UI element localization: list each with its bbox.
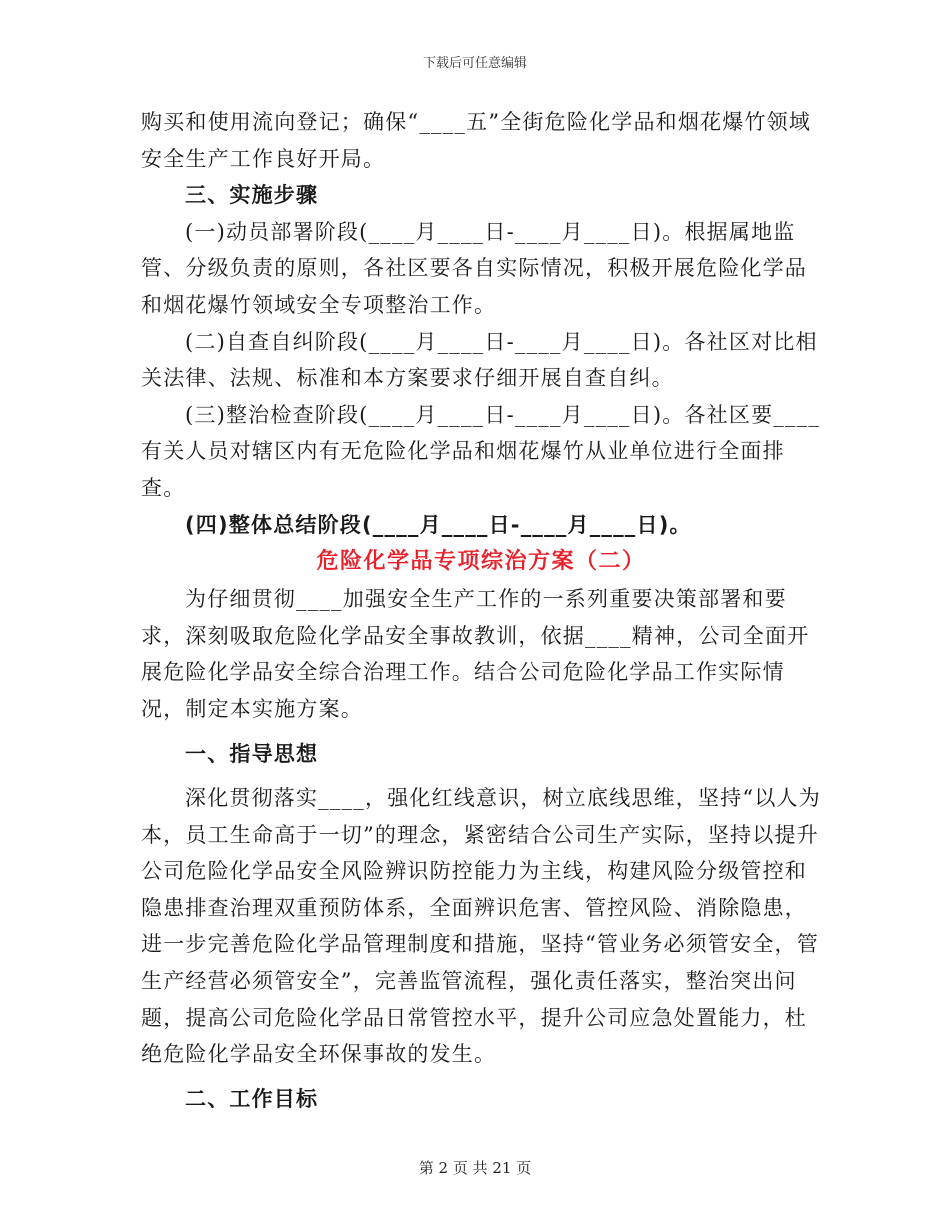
- step-three: (三)整治检查阶段(____月____日-____月____日)。各社区要____有关人员对辖区内有无危险化学品和烟花爆竹从业单位进行全面排查。: [141, 402, 821, 500]
- page-footer: 第 2 页 共 21 页: [418, 1159, 532, 1177]
- step-one: (一)动员部署阶段(____月____日-____月____日)。根据属地监管、分级负责的原则，各社区要各自实际情况，积极开展危险化学品和烟花爆竹领域安全专项整治工作。: [141, 219, 807, 317]
- heading-guiding-ideology: 一、指导思想: [185, 741, 319, 766]
- heading-implementation-steps: 三、实施步骤: [185, 183, 319, 208]
- step-four: (四)整体总结阶段(____月____日-____月____日)。: [185, 512, 692, 537]
- document-body: [141, 104, 821, 1117]
- guiding-ideology-paragraph: 深化贯彻落实____，强化红线意识，树立底线思维，坚持“以人为本，员工生命高于一切”的理念，紧密结合公司生产实际，坚持以提升公司危险化学品安全风险辨识防控能力为主线，构建风险分级管控和隐患排查治理双重预防体系，全面辨识危害、管控风险、消除隐患，进一步完善危险化学品管理制度和措施，坚持“管业务必须管安全，管生产经营必须管安全”，完善监管流程，强化责任落实，整治突出问题，提高公司危险化学品日常管控水平，提升公司应急处置能力，杜绝危险化学品安全环保事故的发生。: [141, 786, 821, 1067]
- step-two: (二)自查自纠阶段(____月____日-____月____日)。各社区对比相关法律、法规、标准和本方案要求仔细开展自查自纠。: [141, 329, 818, 391]
- section-title: 危险化学品专项综治方案（二）: [316, 549, 646, 575]
- heading-work-goals: 二、工作目标: [185, 1086, 319, 1111]
- intro-paragraph: 为仔细贯彻____加强安全生产工作的一系列重要决策部署和要求，深刻吸取危险化学品安全事故教训，依据____精神，公司全面开展危险化学品安全综合治理工作。结合公司危险化学品工作实际情况，制定本实施方案。: [141, 587, 810, 721]
- paragraph-continuation: 购买和使用流向登记；确保“____五”全街危险化学品和烟花爆竹领域安全生产工作良好开局。: [141, 110, 812, 171]
- page-header: 下载后可任意编辑: [422, 56, 527, 71]
